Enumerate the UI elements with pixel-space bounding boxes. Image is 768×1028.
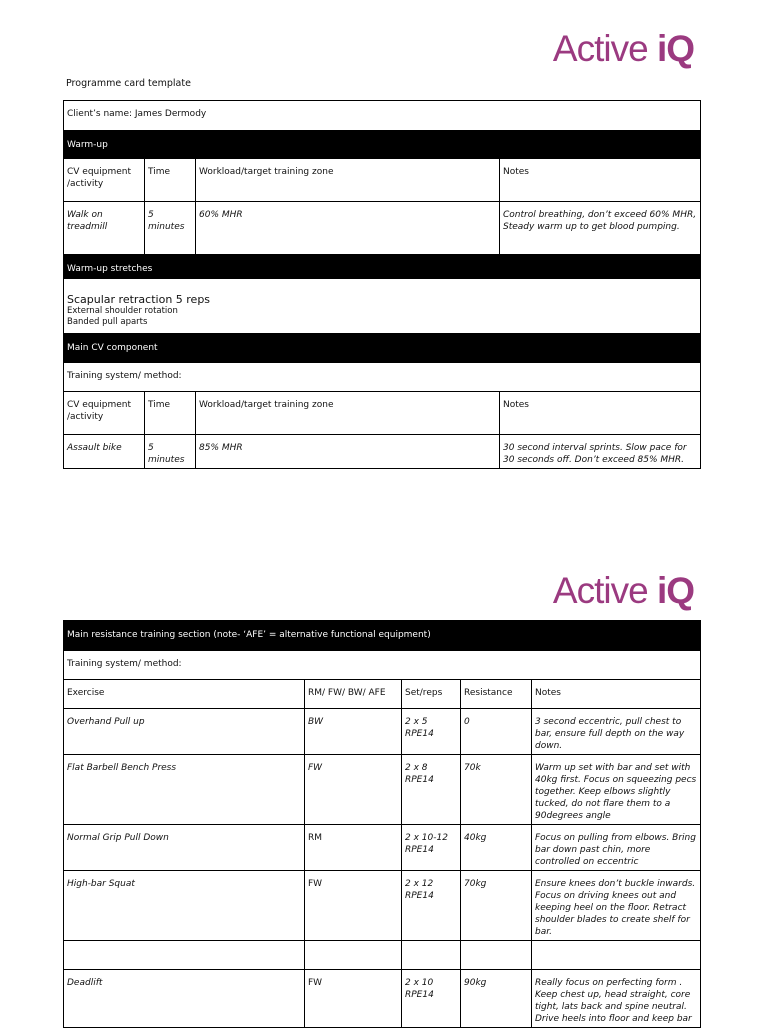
table-row xyxy=(64,709,701,755)
column-header: CV equipment /activity xyxy=(64,159,145,202)
programme-card-table xyxy=(63,100,701,469)
stretch-item: External shoulder rotation xyxy=(67,306,178,316)
table-header-row xyxy=(64,392,701,435)
cell-workload: 60% MHR xyxy=(196,202,500,255)
stretch-item: Banded pull aparts xyxy=(67,317,148,327)
table-row xyxy=(64,435,701,469)
logo-iq: iQ xyxy=(656,28,694,69)
cell-activity: Walk on treadmill xyxy=(64,202,145,255)
cell-notes xyxy=(532,941,701,970)
cell-exercise: Overhand Pull up xyxy=(64,709,305,755)
column-header: Time xyxy=(145,392,196,435)
resistance-header: Main resistance training section (note- ‘AFE’ = alternative functional equipment) xyxy=(64,621,701,651)
cell-type: BW xyxy=(305,709,402,755)
cell-time: 5 minutes xyxy=(145,435,196,469)
resistance-training-table xyxy=(63,620,701,1028)
cell-notes: 3 second eccentric, pull chest to bar, ensure full depth on the way down. xyxy=(532,709,701,755)
cell-type: FW xyxy=(305,970,402,1028)
cell-exercise xyxy=(64,941,305,970)
stretches-header: Warm-up stretches xyxy=(64,255,701,279)
logo-word: Active xyxy=(552,570,648,611)
table-header-row xyxy=(64,680,701,709)
cell-notes: Really focus on perfecting form . Keep chest up, head straight, core tight, lats back and spine neutral. Drive heels into floor and keep bar xyxy=(532,970,701,1028)
active-iq-logo xyxy=(553,572,694,609)
client-name: Client’s name: James Dermody xyxy=(64,101,701,131)
column-header: Set/reps xyxy=(402,680,461,709)
table-row xyxy=(64,941,701,970)
cell-activity: Assault bike xyxy=(64,435,145,469)
cell-notes: 30 second interval sprints. Slow pace for 30 seconds off. Don’t exceed 85% MHR. xyxy=(500,435,701,469)
main-cv-header: Main CV component xyxy=(64,334,701,363)
stretch-item: Scapular retraction 5 reps xyxy=(67,293,211,306)
cell-type: FW xyxy=(305,871,402,941)
cell-notes: Focus on pulling from elbows. Bring bar down past chin, more controlled on eccentric xyxy=(532,825,701,871)
stretches-cell xyxy=(64,279,701,334)
table-row xyxy=(64,755,701,825)
logo-word: Active xyxy=(552,28,648,69)
cell-resistance: 0 xyxy=(461,709,532,755)
column-header: Resistance xyxy=(461,680,532,709)
cell-setreps: 2 x 10 RPE14 xyxy=(402,970,461,1028)
column-header: Time xyxy=(145,159,196,202)
cell-workload: 85% MHR xyxy=(196,435,500,469)
table-row xyxy=(64,202,701,255)
column-header: Notes xyxy=(500,392,701,435)
document-title: Programme card template xyxy=(66,78,191,89)
cell-resistance: 90kg xyxy=(461,970,532,1028)
cell-exercise: Deadlift xyxy=(64,970,305,1028)
cell-type: RM xyxy=(305,825,402,871)
cell-resistance: 70k xyxy=(461,755,532,825)
cell-exercise: Flat Barbell Bench Press xyxy=(64,755,305,825)
cell-time: 5 minutes xyxy=(145,202,196,255)
column-header: Exercise xyxy=(64,680,305,709)
training-system-label: Training system/ method: xyxy=(64,363,701,392)
column-header: Notes xyxy=(532,680,701,709)
column-header: Workload/target training zone xyxy=(196,159,500,202)
training-system-label: Training system/ method: xyxy=(64,651,701,680)
active-iq-logo xyxy=(553,30,694,67)
cell-setreps: 2 x 12 RPE14 xyxy=(402,871,461,941)
column-header: Workload/target training zone xyxy=(196,392,500,435)
cell-notes: Warm up set with bar and set with 40kg first. Focus on squeezing pecs together. Keep elbows slightly tucked, do not flare them to a 90degrees angle xyxy=(532,755,701,825)
cell-resistance xyxy=(461,941,532,970)
cell-resistance: 40kg xyxy=(461,825,532,871)
logo-iq: iQ xyxy=(656,570,694,611)
cell-type: FW xyxy=(305,755,402,825)
table-row xyxy=(64,970,701,1028)
table-row xyxy=(64,871,701,941)
column-header: CV equipment /activity xyxy=(64,392,145,435)
column-header: RM/ FW/ BW/ AFE xyxy=(305,680,402,709)
column-header: Notes xyxy=(500,159,701,202)
table-row xyxy=(64,825,701,871)
cell-notes: Control breathing, don’t exceed 60% MHR, Steady warm up to get blood pumping. xyxy=(500,202,701,255)
cell-type xyxy=(305,941,402,970)
cell-exercise: High-bar Squat xyxy=(64,871,305,941)
cell-setreps xyxy=(402,941,461,970)
cell-setreps: 2 x 5 RPE14 xyxy=(402,709,461,755)
cell-exercise: Normal Grip Pull Down xyxy=(64,825,305,871)
table-header-row xyxy=(64,159,701,202)
cell-setreps: 2 x 10-12 RPE14 xyxy=(402,825,461,871)
cell-notes: Ensure knees don’t buckle inwards. Focus on driving knees out and keeping heel on the floor. Retract shoulder blades to create shelf for bar. xyxy=(532,871,701,941)
cell-resistance: 70kg xyxy=(461,871,532,941)
warmup-header: Warm-up xyxy=(64,131,701,159)
cell-setreps: 2 x 8 RPE14 xyxy=(402,755,461,825)
